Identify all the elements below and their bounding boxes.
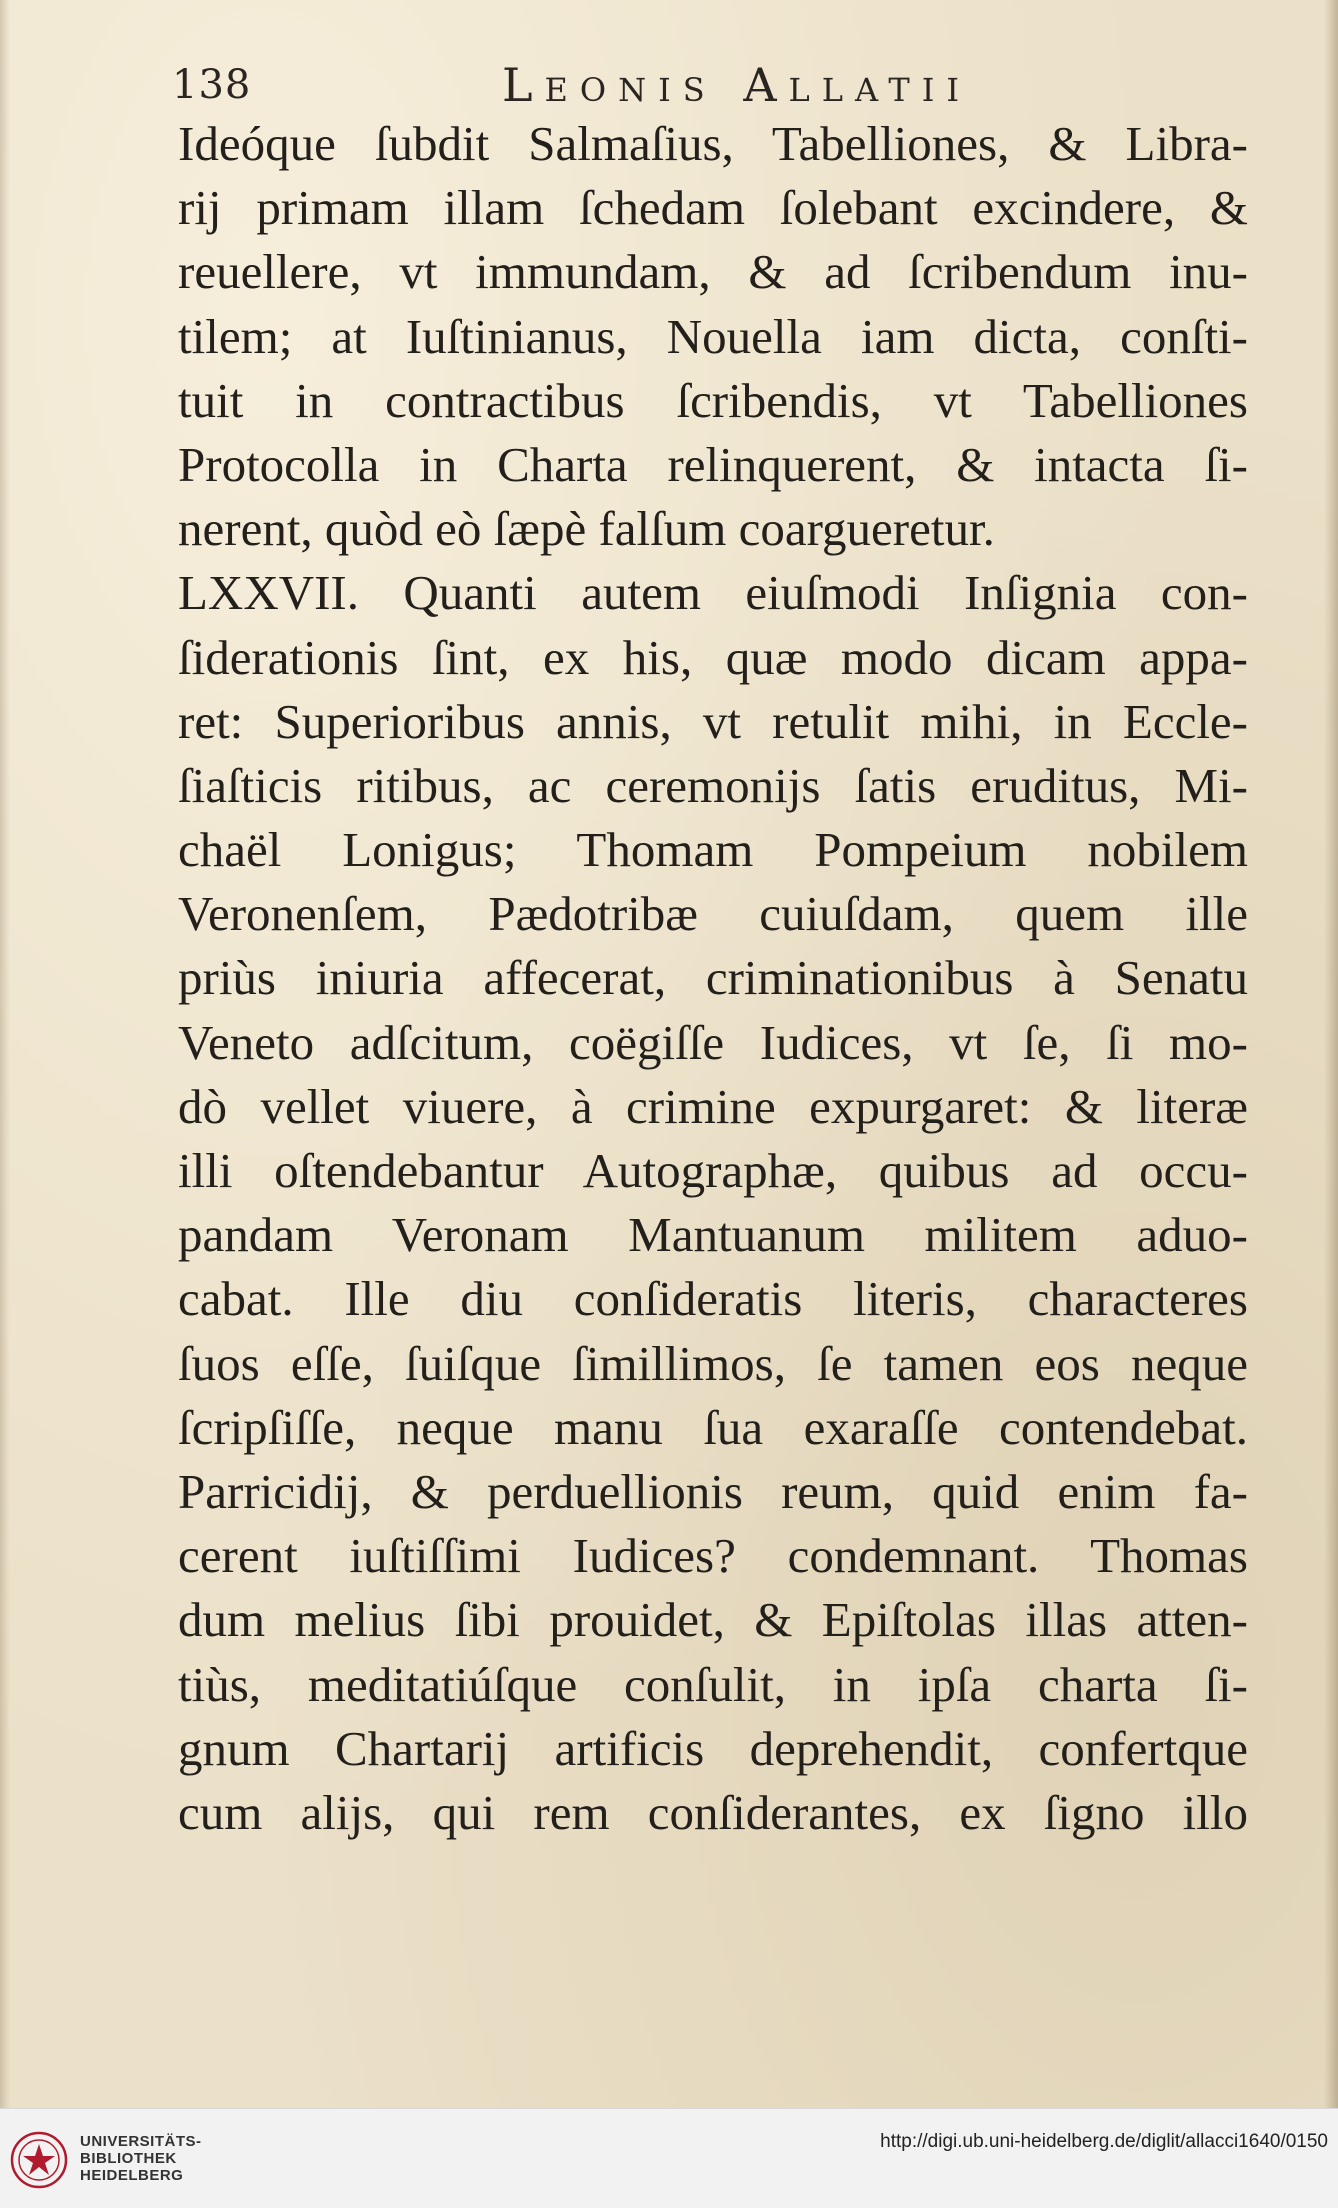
text-line: cerent iuſtiſſimi Iudices? condemnant. Thomas xyxy=(178,1528,1248,1584)
library-name-line: BIBLIOTHEK xyxy=(80,2150,177,2167)
text-line: Veneto adſcitum, coëgiſſe Iudices, vt ſe, ſi mo- xyxy=(178,1014,1248,1070)
source-url-link[interactable]: http://digi.ub.uni-heidelberg.de/diglit/allacci1640/0150 xyxy=(880,2131,1328,2152)
text-line: ret: Superioribus annis, vt retulit mihi, in Eccle- xyxy=(178,693,1248,749)
text-line: ſiaſticis ritibus, ac ceremonijs ſatis eruditus, Mi- xyxy=(178,757,1248,813)
text-line: dum melius ſibi prouidet, & Epiſtolas illas atten- xyxy=(178,1592,1248,1648)
university-seal-icon xyxy=(10,2131,68,2189)
page-shadow-right xyxy=(1324,0,1338,2108)
library-name-line: UNIVERSITÄTS- xyxy=(80,2133,202,2150)
text-line: chaël Lonigus; Thomam Pompeium nobilem xyxy=(178,822,1248,878)
text-line: reuellere, vt immundam, & ad ſcribendum inu- xyxy=(178,244,1248,300)
page-shadow-left xyxy=(0,0,10,2108)
library-footer xyxy=(0,2108,1338,2208)
text-line: nerent, quòd eò ſæpè falſum coargueretur. xyxy=(178,501,995,557)
text-line: ſuos eſſe, ſuiſque ſimillimos, ſe tamen eos neque xyxy=(178,1335,1248,1391)
library-name-line: HEIDELBERG xyxy=(80,2167,184,2184)
library-name xyxy=(80,2133,202,2184)
body-text xyxy=(178,112,1248,1845)
text-line: Protocolla in Charta relinquerent, & intacta ſi- xyxy=(178,436,1248,492)
text-line: priùs iniuria affecerat, criminationibus à Senatu xyxy=(178,950,1248,1006)
text-line: pandam Veronam Mantuanum militem aduo- xyxy=(178,1207,1248,1263)
page-number: 138 xyxy=(172,62,252,108)
text-line: ſiderationis ſint, ex his, quæ modo dicam appa- xyxy=(178,629,1248,685)
text-line: LXXVII. Quanti autem eiuſmodi Inſignia con- xyxy=(178,565,1248,621)
text-line: tiùs, meditatiúſque conſulit, in ipſa charta ſi- xyxy=(178,1656,1248,1712)
text-line: rij primam illam ſchedam ſolebant excindere, & xyxy=(178,180,1248,236)
text-line: tuit in contractibus ſcribendis, vt Tabelliones xyxy=(178,372,1248,428)
text-line: illi oſtendebantur Autographæ, quibus ad occu- xyxy=(178,1143,1248,1198)
text-line: tilem; at Iuſtinianus, Nouella iam dicta, conſti- xyxy=(178,308,1248,364)
page-header xyxy=(172,58,1252,118)
text-line: cum alijs, qui rem conſiderantes, ex ſigno illo xyxy=(178,1784,1248,1840)
text-line: Veronenſem, Pædotribæ cuiuſdam, quem ille xyxy=(178,886,1248,942)
text-line: cabat. Ille diu conſideratis literis, characteres xyxy=(178,1271,1248,1327)
text-line: Parricidij, & perduellionis reum, quid enim fa- xyxy=(178,1463,1248,1519)
running-head: Leonis Allatii xyxy=(502,58,972,112)
text-line: ſcripſiſſe, neque manu ſua exaraſſe contendebat. xyxy=(178,1399,1248,1455)
text-line: gnum Chartarij artificis deprehendit, confertque xyxy=(178,1720,1248,1776)
text-line: Ideóque ſubdit Salmaſius, Tabelliones, & Libra- xyxy=(178,116,1248,171)
text-line: dò vellet viuere, à crimine expurgaret: & literæ xyxy=(178,1078,1248,1134)
